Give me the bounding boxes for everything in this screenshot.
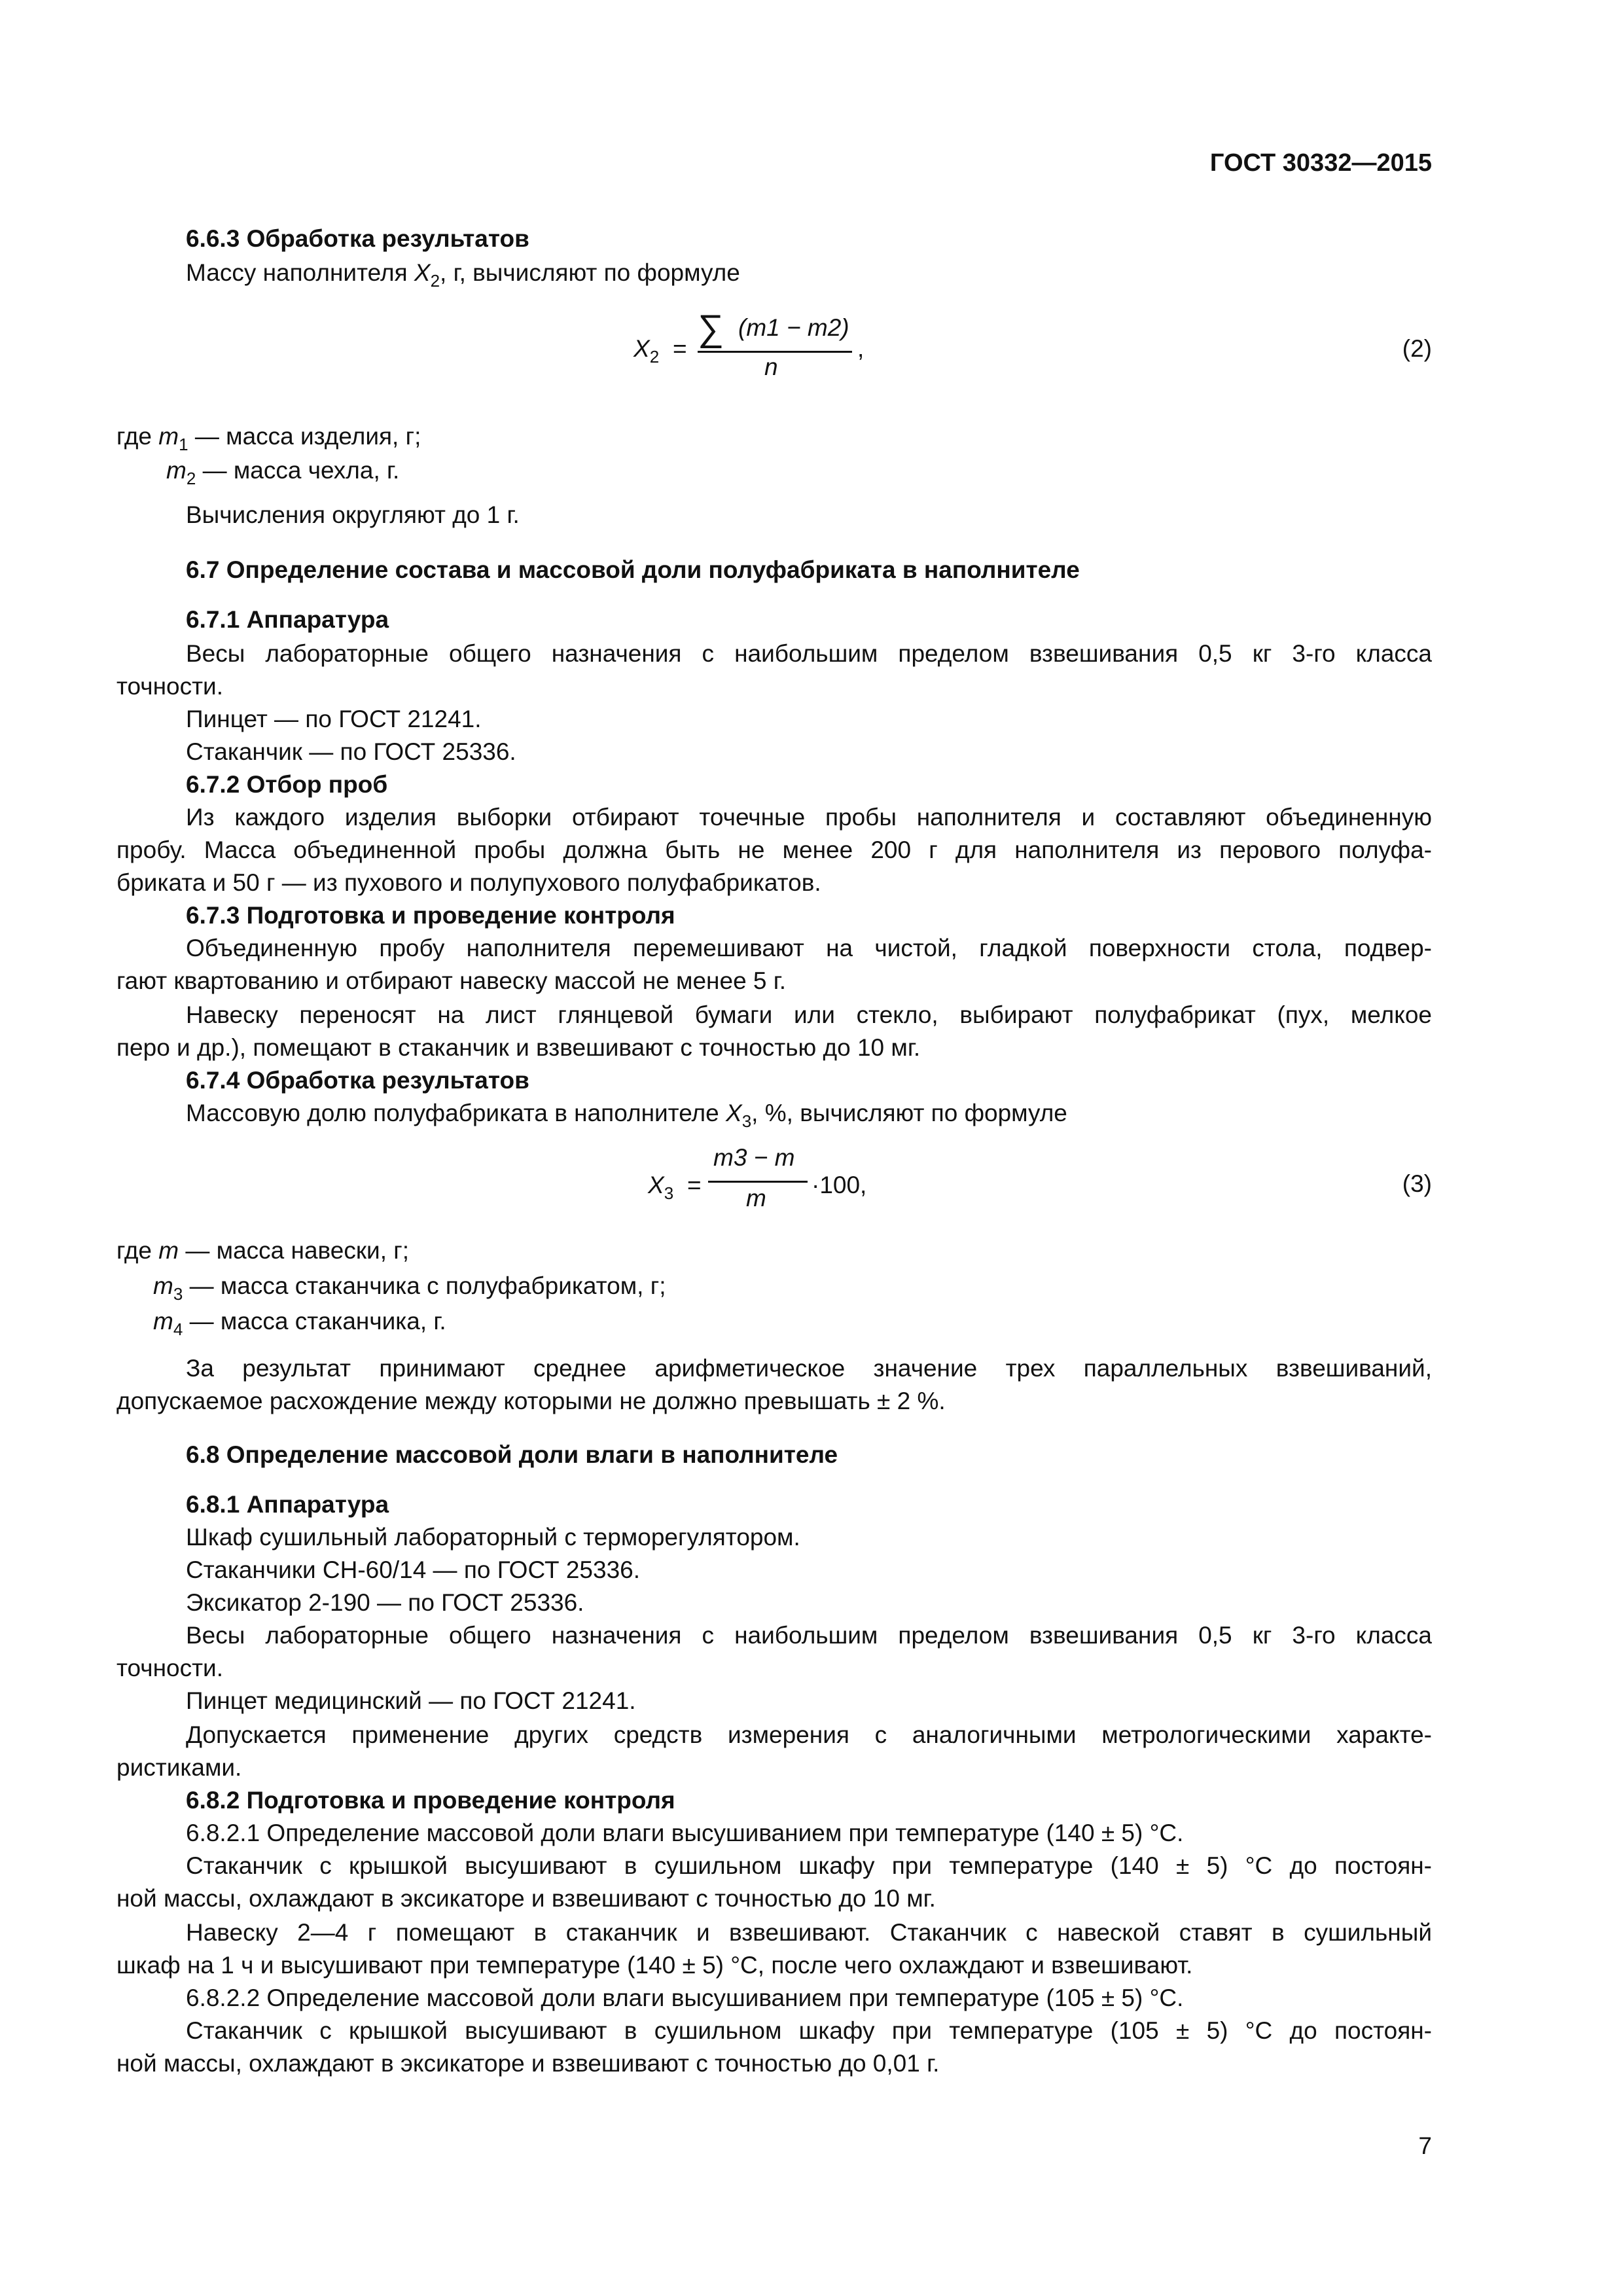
section-6-6-3-intro: Массу наполнителя $X_2$, г, вычисляют по формуле xyxy=(186,259,740,291)
s6822-title: 6.8.2.2 Определение массовой доли влаги высушиванием при температуре (105 ± 5) °С. xyxy=(186,1984,1184,2011)
page-number: 7 xyxy=(1418,2132,1432,2159)
s671-p2: Пинцет — по ГОСТ 21241. xyxy=(186,706,482,732)
s673-l1: Объединенную пробу наполнителя перемешивают на чистой, гладкой поверхности стола, подвер- xyxy=(186,935,1432,961)
result-l1: За результат принимают среднее арифметическое значение трех параллельных взвешиваний, xyxy=(186,1355,1432,1382)
s681-p6b: ристиками. xyxy=(116,1754,242,1781)
s674-intro: Массовую долю полуфабриката в наполнителе $X_3$, %, вычисляют по формуле xyxy=(186,1100,1067,1131)
s681-p2: Стаканчики СН-60/14 — по ГОСТ 25336. xyxy=(186,1556,641,1583)
s681-p3: Эксикатор 2-190 — по ГОСТ 25336. xyxy=(186,1589,584,1616)
section-6-7-4-title: 6.7.4 Обработка результатов xyxy=(186,1067,529,1094)
s6822-l2: ной массы, охлаждают в эксикаторе и взвешивают с точностью до 0,01 г. xyxy=(116,2050,940,2077)
s671-p1: Весы лабораторные общего назначения с наибольшим пределом взвешивания 0,5 кг 3-го класса xyxy=(186,640,1432,667)
where-m: где m — масса навески, г; xyxy=(116,1237,410,1264)
where-m3: $m_3$ — масса стаканчика с полуфабрикатом, г; xyxy=(153,1272,666,1304)
document-page xyxy=(116,0,1432,2296)
s671-p1b: точности. xyxy=(116,673,223,700)
s681-p4: Весы лабораторные общего назначения с наибольшим пределом взвешивания 0,5 кг 3-го класса xyxy=(186,1622,1432,1649)
equation-number-2: (2) xyxy=(1402,335,1432,362)
where-m4: $m_4$ — масса стаканчика, г. xyxy=(153,1308,446,1339)
s671-p3: Стаканчик — по ГОСТ 25336. xyxy=(186,738,516,765)
section-6-7-2-title: 6.7.2 Отбор проб xyxy=(186,771,388,798)
section-6-7-3-title: 6.7.3 Подготовка и проведение контроля xyxy=(186,902,675,929)
s681-p4b: точности. xyxy=(116,1655,223,1681)
equation-number-3: (3) xyxy=(1402,1170,1432,1197)
s6821-title: 6.8.2.1 Определение массовой доли влаги высушиванием при температуре (140 ± 5) °С. xyxy=(186,1820,1184,1846)
section-6-8-1-title: 6.8.1 Аппаратура xyxy=(186,1491,389,1518)
s681-p6: Допускается применение других средств измерения с аналогичными метрологическими характе- xyxy=(186,1721,1432,1748)
s681-p5: Пинцет медицинский — по ГОСТ 21241. xyxy=(186,1687,636,1714)
formula-3: $X_3$ = m3 − m m ·100, xyxy=(648,1144,867,1211)
document-header: ГОСТ 30332—2015 xyxy=(1209,149,1432,177)
section-6-7-title: 6.7 Определение состава и массовой доли полуфабриката в наполнителе xyxy=(186,556,1080,583)
section-6-6-3-title: 6.6.3 Обработка результатов xyxy=(186,225,529,252)
s673-l3: Навеску переносят на лист глянцевой бумаги или стекло, выбирают полуфабрикат (пух, мелкое xyxy=(186,1001,1432,1028)
where-m2: $m_2$ — масса чехла, г. xyxy=(166,457,400,488)
s6821-l1: Стаканчик с крышкой высушивают в сушильном шкафу при температуре (140 ± 5) °С до постоян- xyxy=(186,1852,1432,1879)
s673-l2: гают квартованию и отбирают навеску массой не менее 5 г. xyxy=(116,967,787,994)
s672-l3: бриката и 50 г — из пухового и полупухового полуфабрикатов. xyxy=(116,869,821,896)
s681-p1: Шкаф сушильный лабораторный с терморегулятором. xyxy=(186,1524,800,1551)
section-6-8-2-title: 6.8.2 Подготовка и проведение контроля xyxy=(186,1787,675,1814)
s672-l1: Из каждого изделия выборки отбирают точечные пробы наполнителя и составляют объединенную xyxy=(186,804,1432,831)
result-l2: допускаемое расхождение между которыми не должно превышать ± 2 %. xyxy=(116,1388,946,1414)
where-m1: где $m_1$ — масса изделия, г; xyxy=(116,423,421,454)
section-6-7-1-title: 6.7.1 Аппаратура xyxy=(186,606,389,633)
section-6-8-title: 6.8 Определение массовой доли влаги в наполнителе xyxy=(186,1441,838,1468)
s6821-l4: шкаф на 1 ч и высушивают при температуре (140 ± 5) °С, после чего охлаждают и взвешивают. xyxy=(116,1952,1193,1979)
s672-l2: пробу. Масса объединенной пробы должна быть не менее 200 г для наполнителя из перового полуфа- xyxy=(116,836,1432,863)
rounding-note: Вычисления округляют до 1 г. xyxy=(186,501,520,528)
s6822-l1: Стаканчик с крышкой высушивают в сушильном шкафу при температуре (105 ± 5) °С до постоян- xyxy=(186,2017,1432,2044)
s6821-l3: Навеску 2—4 г помещают в стаканчик и взвешивают. Стаканчик с навеской ставят в сушильный xyxy=(186,1919,1432,1946)
s6821-l2: ной массы, охлаждают в эксикаторе и взвешивают с точностью до 10 мг. xyxy=(116,1885,936,1912)
s673-l4: перо и др.), помещают в стаканчик и взвешивают с точностью до 10 мг. xyxy=(116,1034,921,1061)
formula-2: $X_2$ = ∑ (m1 − m2) n , xyxy=(633,307,865,380)
